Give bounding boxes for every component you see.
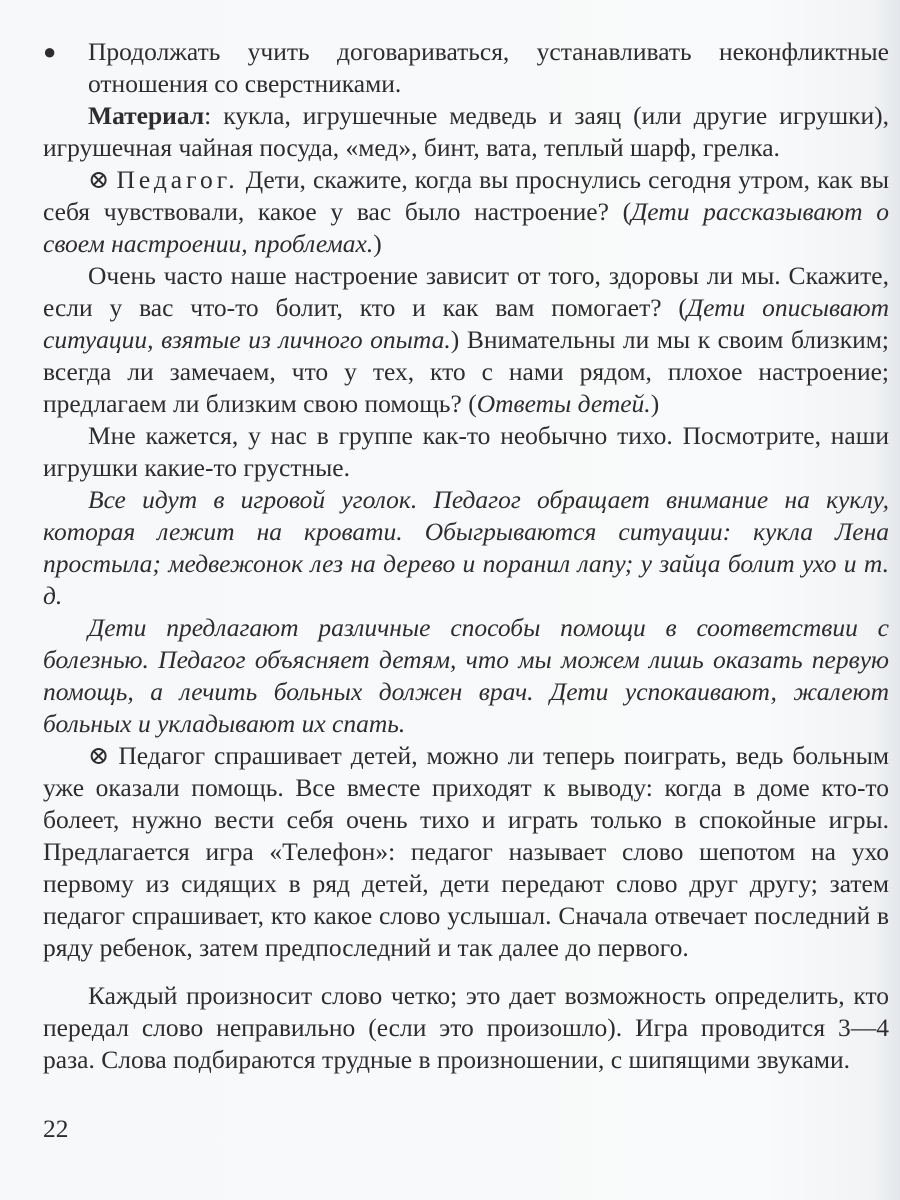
material-text: : кукла, игрушечные медведь и заяц (или другие игрушки), игрушечная чайная посуда, «мед», бинт, вата, теплый шарф, грелка. (43, 101, 889, 162)
page-body (43, 36, 889, 1076)
material-label: Материал (88, 101, 205, 130)
speaker-label: Педагог. (116, 165, 239, 194)
help-methods-paragraph: Дети предлагают различные способы помощи в соответствии с болезнью. Педагог объясняет детям, что мы можем лишь оказать первую помощь, а лечить больных должен врач. Дети успокаивают, жалеют больных и укладывают их спать. (43, 613, 889, 738)
paragraph-text: Педагог спрашивает детей, можно ли теперь поиграть, ведь больным уже оказали помощь. Все вместе приходят к выводу: когда в доме кто-то болеет, нужно вести себя очень тихо и играть только в спокойные игры. Предлагается игра «Телефон»: педагог называет слово шепотом на ухо первому из сидящих в ряд детей, дети передают слово друг другу; затем педагог спрашивает, кто какое слово услышал. Сначала отвечает последний в ряду ребенок, затем предпоследний и так далее до первого. (43, 741, 890, 962)
paragraph-text: ) Внимательны ли мы к своим близким; всегда ли замечаем, что у тех, кто с нами рядом, плохое настроение; предлагаем ли близким свою помощь? ( (43, 325, 889, 418)
mood-paragraph (43, 260, 889, 420)
bullet-icon: ● (43, 39, 57, 64)
goal-bullet-item (43, 36, 889, 100)
paragraph-text: Дети, скажите, когда вы проснулись сегодня утром, как вы себя чувствовали, какое у вас было настроение? ( (43, 165, 890, 226)
quiet-group-paragraph: Мне кажется, у нас в группе как-то необычно тихо. Посмотрите, наши игрушки какие-то грустные. (43, 421, 889, 482)
stage-direction: Дети описывают ситуации, взятые из личного опыта. (43, 293, 890, 354)
play-corner-paragraph: Все идут в игровой уголок. Педагог обращает внимание на куклу, которая лежит на кровати. Обыгрываются ситуации: кукла Лена простыла; медвежонок лез на дерево и поранил лапу; у зайца болит ухо и т. д. (43, 485, 889, 610)
bullet-text: Продолжать учить договариваться, устанавливать неконфликтные отношения со сверстниками. (88, 37, 889, 98)
teacher-question-paragraph (43, 164, 889, 260)
stage-direction: Ответы детей. (476, 389, 651, 418)
paragraph-text: Очень часто наше настроение зависит от того, здоровы ли мы. Скажите, если у вас что-то болит, кто и как вам помогает? ( (43, 261, 889, 322)
paragraph-text: ) (650, 389, 660, 418)
stage-direction: Дети рассказывают о своем настроении, проблемах. (43, 197, 889, 258)
circled-x-icon: ⊗ (88, 741, 110, 770)
pronunciation-paragraph: Каждый произносит слово четко; это дает возможность определить, кто передал слово неправильно (если это произошло). Игра проводится 3—4 раза. Слова подбираются трудные в произношении, с шипящими звуками. (43, 981, 889, 1074)
circled-x-icon: ⊗ (88, 165, 110, 194)
page-number: 22 (43, 1114, 69, 1143)
material-paragraph (43, 100, 889, 164)
paragraph-text: ) (373, 229, 382, 258)
telephone-game-paragraph (43, 740, 889, 964)
